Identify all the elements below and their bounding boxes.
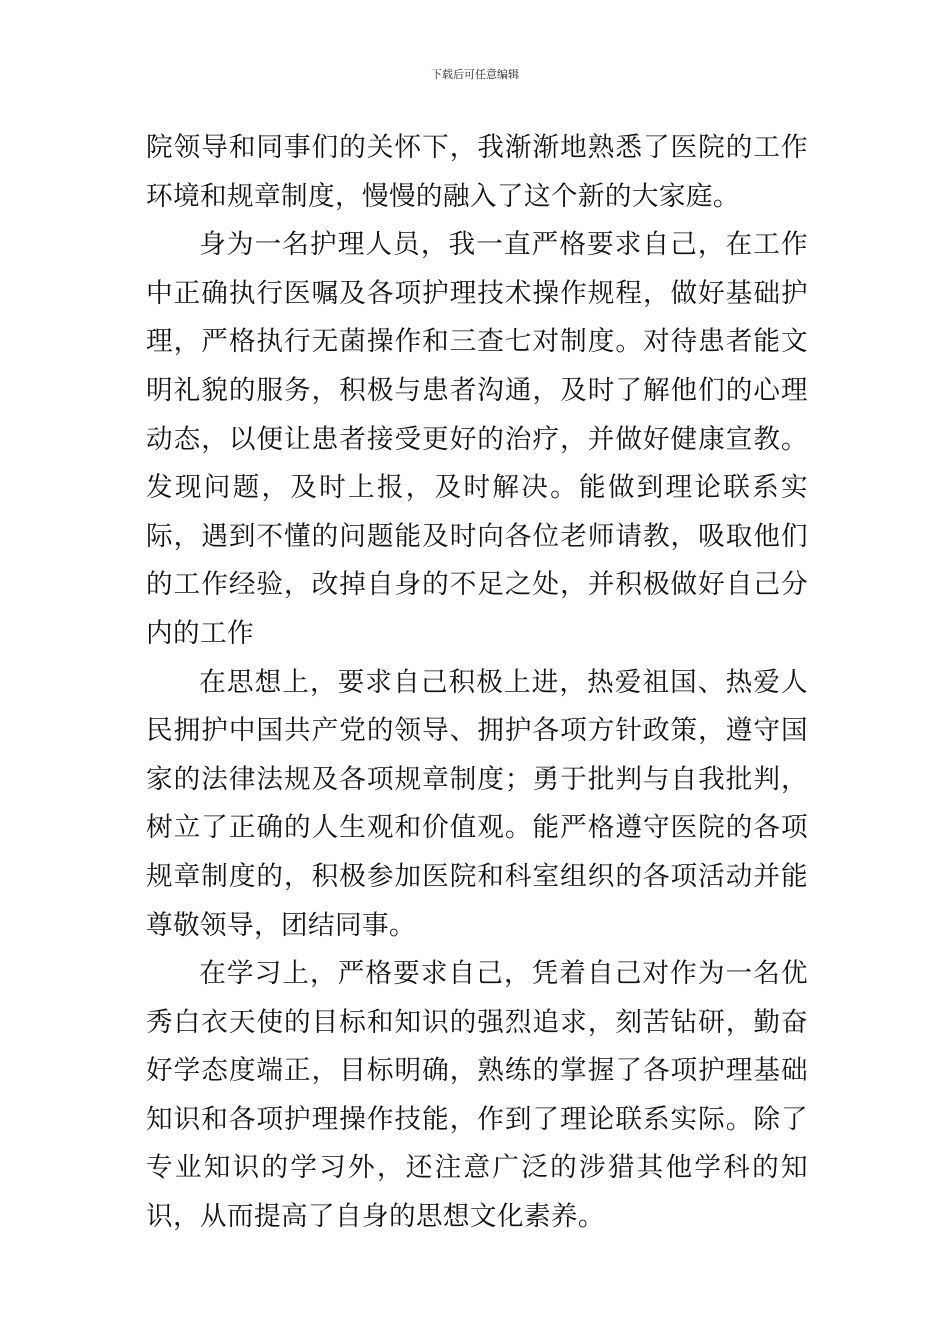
document-body (146, 124, 808, 1242)
paragraph-3: 在思想上，要求自己积极上进，热爱祖国、热爱人民拥护中国共产党的领导、拥护各项方针政策，遵守国家的法律法规及各项规章制度；勇于批判与自我批判，树立了正确的人生观和价值观。能严格遵守医院的各项规章制度的，积极参加医院和科室组织的各项活动并能尊敬领导，团结同事。 (146, 666, 808, 941)
paragraph-2: 身为一名护理人员，我一直严格要求自己，在工作中正确执行医嘱及各项护理技术操作规程，做好基础护理，严格执行无菌操作和三查七对制度。对待患者能文明礼貌的服务，积极与患者沟通，及时了解他们的心理动态，以便让患者接受更好的治疗，并做好健康宣教。发现问题，及时上报，及时解决。能做到理论联系实际，遇到不懂的问题能及时向各位老师请教，吸取他们的工作经验，改掉自身的不足之处，并积极做好自己分内的工作 (146, 229, 808, 649)
paragraph-1: 院领导和同事们的关怀下，我渐渐地熟悉了医院的工作环境和规章制度，慢慢的融入了这个新的大家庭。 (146, 132, 808, 212)
page-header: 下载后可任意编辑 (431, 68, 519, 81)
paragraph-4: 在学习上，严格要求自己，凭着自己对作为一名优秀白衣天使的目标和知识的强烈追求，刻苦钻研，勤奋好学态度端正，目标明确，熟练的掌握了各项护理基础知识和各项护理操作技能，作到了理论联系实际。除了专业知识的学习外，还注意广泛的涉猎其他学科的知识，从而提高了自身的思想文化素养。 (146, 958, 808, 1233)
